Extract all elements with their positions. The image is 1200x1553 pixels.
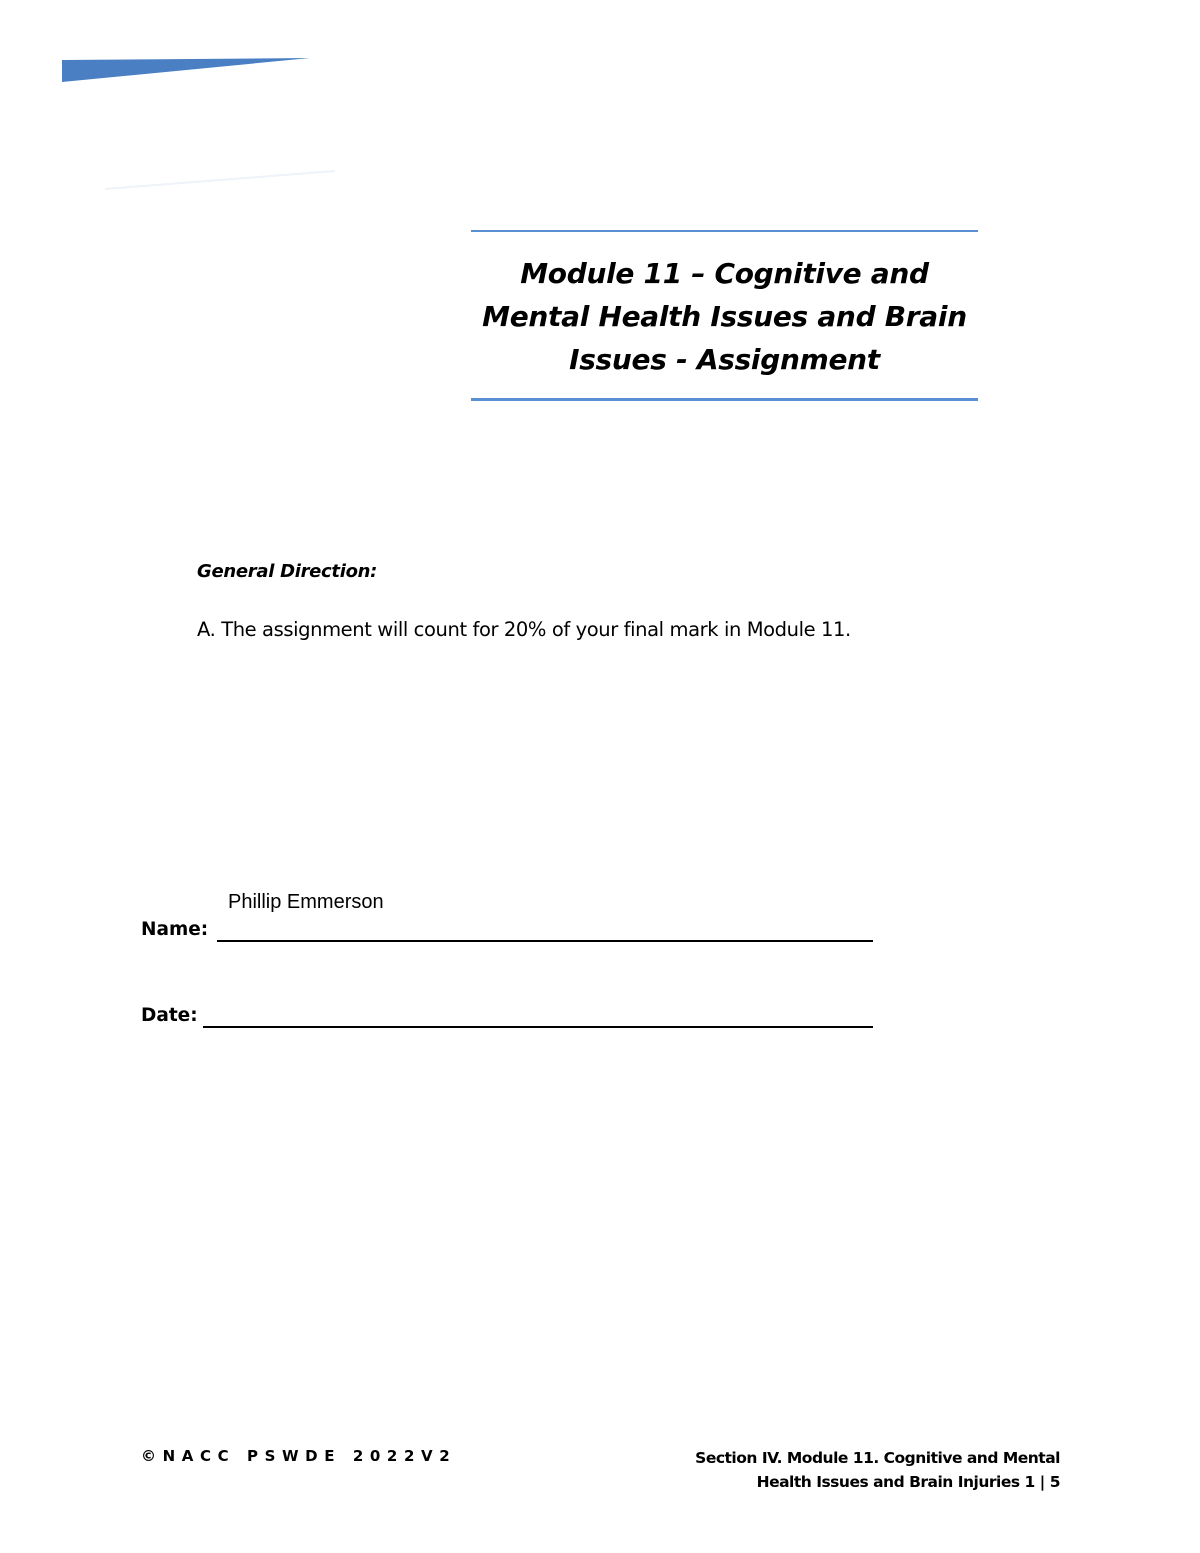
date-label: Date: <box>141 1005 198 1026</box>
document-title <box>471 252 978 381</box>
title-line-3: Issues - Assignment <box>569 343 880 376</box>
name-label: Name: <box>141 919 209 940</box>
name-field-line[interactable] <box>217 940 873 942</box>
general-direction-heading: General Direction: <box>197 561 378 582</box>
name-field-value[interactable]: Phillip Emmerson <box>228 891 384 913</box>
title-top-rule <box>471 230 978 232</box>
logo-reflection-graphic <box>105 166 335 190</box>
logo-wedge-graphic <box>62 58 310 82</box>
footer-section-line-1: Section IV. Module 11. Cognitive and Mental <box>695 1449 1060 1467</box>
footer-copyright: ©NACC PSWDE 2022V2 <box>141 1447 457 1465</box>
date-field-line[interactable] <box>203 1026 873 1028</box>
direction-item-a: A. The assignment will count for 20% of your final mark in Module 11. <box>197 618 851 641</box>
footer-section-info <box>695 1446 1060 1494</box>
document-title-block <box>471 230 978 401</box>
title-bottom-rule <box>471 398 978 401</box>
title-line-2: Mental Health Issues and Brain <box>482 300 967 333</box>
title-line-1: Module 11 – Cognitive and <box>520 257 929 290</box>
footer-section-line-2: Health Issues and Brain Injuries 1 | 5 <box>756 1473 1060 1491</box>
